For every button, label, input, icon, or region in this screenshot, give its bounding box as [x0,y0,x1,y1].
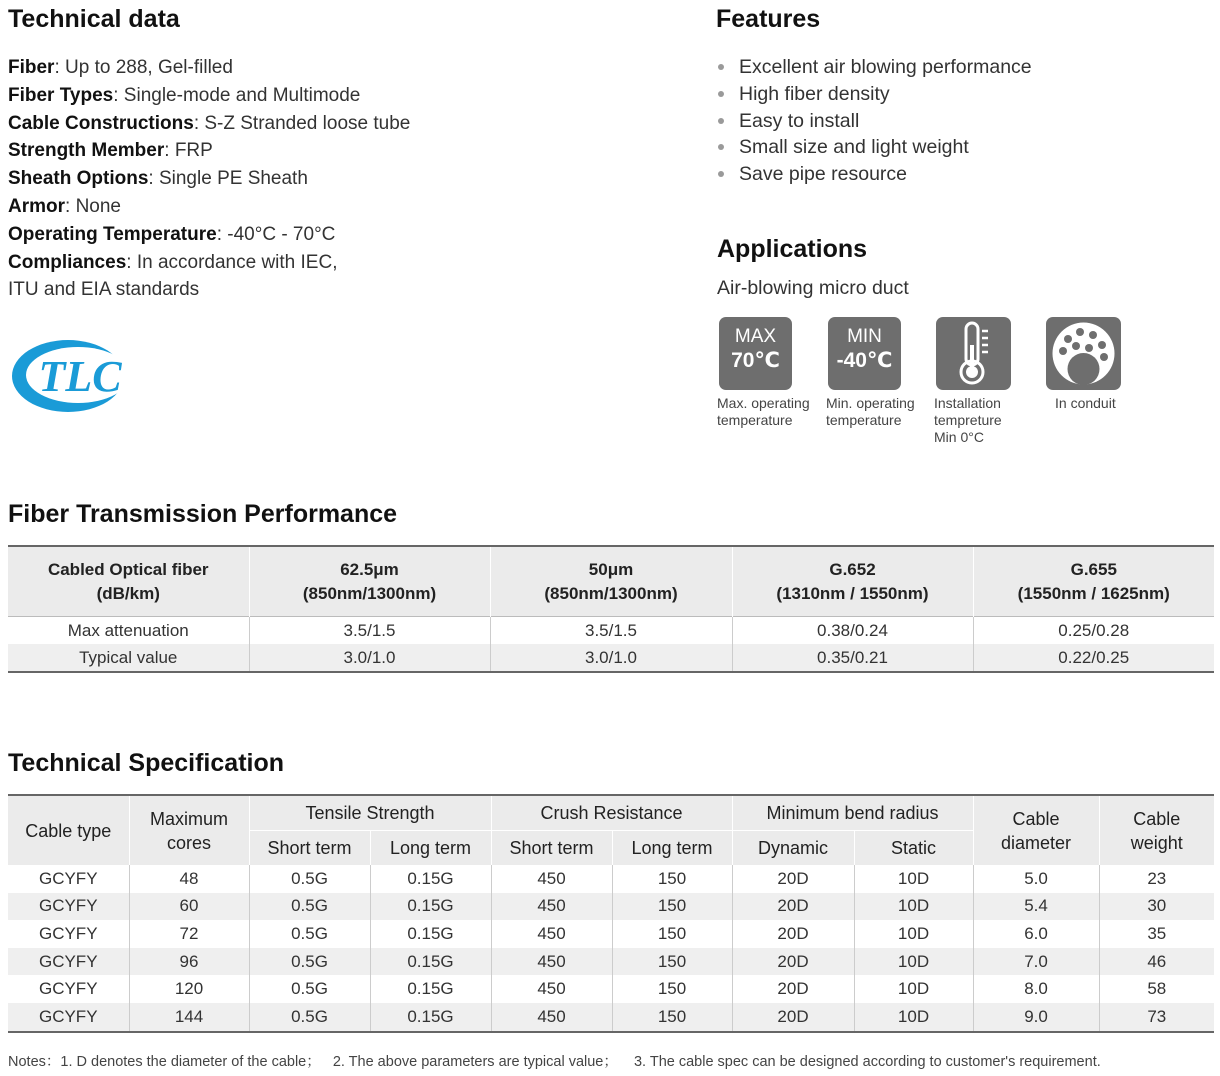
cell: 450 [491,893,612,921]
header-cell: 50μm (850nm/1300nm) [490,546,732,617]
cell: GCYFY [8,1003,129,1032]
tlc-logo [10,336,130,416]
conduit-caption: In conduit [1055,395,1116,411]
cell: 450 [491,865,612,893]
thermometer-icon [936,317,1011,390]
header-cell: G.652 (1310nm / 1550nm) [732,546,973,617]
table-row [8,1003,1214,1032]
cell: 10D [854,948,973,976]
thermometer-caption: Installation tempreture Min 0°C [934,395,1002,445]
cell: 0.15G [370,865,491,893]
tech-row-operating-temperature: Operating Temperature: -40°C - 70°C [8,223,336,245]
min-temperature-icon: MIN -40℃ [828,317,901,390]
header-cell: G.655 (1550nm / 1625nm) [973,546,1214,617]
features-title: Features [716,5,821,33]
feature-item: Easy to install [716,108,1032,135]
cell: 0.5G [249,920,370,948]
max-temperature-caption: Max. operating temperature [717,395,810,428]
cell: 73 [1099,1003,1214,1032]
header-cable-diameter: Cable diameter [973,795,1099,865]
cell: 0.15G [370,948,491,976]
cell: 7.0 [973,948,1099,976]
header-crush-resistance: Crush Resistance [491,795,732,831]
table-row [8,865,1214,893]
cell: 3.5/1.5 [249,617,490,645]
cell: 0.35/0.21 [732,644,973,672]
header-short-term: Short term [491,831,612,866]
header-cable-type: Cable type [8,795,129,865]
max-temperature-icon: MAX 70℃ [719,317,792,390]
tech-row-armor: Armor: None [8,195,121,217]
cell: 150 [612,865,732,893]
cell: 150 [612,920,732,948]
applications-title: Applications [717,235,868,263]
feature-item: Small size and light weight [716,134,1032,161]
tech-row-cable-constructions: Cable Constructions: S-Z Stranded loose tube [8,112,411,134]
cell: 48 [129,865,249,893]
cell: GCYFY [8,865,129,893]
cell: 72 [129,920,249,948]
cell: 0.15G [370,975,491,1003]
cell: Typical value [8,644,249,672]
feature-item: Save pipe resource [716,161,1032,188]
cell: 5.0 [973,865,1099,893]
cell: 58 [1147,979,1167,999]
cell: 3.5/1.5 [490,617,732,645]
cell: 0.5G [249,865,370,893]
cell: 150 [612,1003,732,1032]
cell: 150 [612,893,732,921]
table-row [8,893,1214,921]
cell: 3.0/1.0 [490,644,732,672]
header-min-bend-radius: Minimum bend radius [732,795,973,831]
cell: 5.4 [973,893,1099,921]
header-long-term: Long term [370,831,491,866]
cell: 0.15G [370,893,491,921]
cell: 0.5G [249,975,370,1003]
technical-data-title: Technical data [8,5,180,33]
cell: 0.5G [249,1003,370,1032]
tech-row-fiber: Fiber: Up to 288, Gel-filled [8,57,233,78]
cell: 0.5G [249,948,370,976]
tech-row-compliances: Compliances: In accordance with IEC, [8,251,338,273]
cell: 23 [1147,868,1167,888]
cell: 120 [129,975,249,1003]
header-static: Static [854,831,973,866]
table-row [8,948,1214,976]
feature-item: High fiber density [716,81,1032,108]
cell: 20D [732,1003,854,1032]
header-cell: Cabled Optical fiber (dB/km) [8,546,249,617]
cell: GCYFY [8,920,129,948]
cell: 46 [1099,948,1214,976]
cell: GCYFY [8,893,129,921]
cell: 20D [732,920,854,948]
cell: 20D [732,975,854,1003]
cell: GCYFY [8,975,129,1003]
cell: 9.0 [973,1003,1099,1032]
header-dynamic: Dynamic [732,831,854,866]
performance-title: Fiber Transmission Performance [8,500,398,528]
table-row [8,644,1214,672]
features-list [716,54,1032,188]
cell: 96 [129,948,249,976]
table-row [8,617,1214,645]
cell: 0.15G [370,1003,491,1032]
cell: 10D [854,920,973,948]
cell: 0.15G [370,920,491,948]
specification-title: Technical Specification [8,749,285,777]
cell: 35 [1147,923,1167,943]
logo-text: TLC [38,352,122,401]
cell: GCYFY [8,948,129,976]
header-cell: 62.5μm (850nm/1300nm) [249,546,490,617]
cell: 20D [732,893,854,921]
cell: 6.0 [973,920,1099,948]
tech-row-sheath-options: Sheath Options: Single PE Sheath [8,168,308,190]
tech-row-strength-member: Strength Member: FRP [8,140,213,162]
cell: 10D [854,893,973,921]
applications-text: Air-blowing micro duct [717,277,909,299]
cell: 450 [491,975,612,1003]
cell: 450 [491,1003,612,1032]
table-header-row [8,795,1214,831]
cell: 10D [854,1003,973,1032]
cell: 150 [612,975,732,1003]
cell: Max attenuation [8,617,249,645]
feature-item: Excellent air blowing performance [716,54,1032,81]
performance-table [8,545,1214,673]
table-header-row [8,546,1214,617]
cell: 10D [854,975,973,1003]
conduit-icon [1046,317,1121,390]
table-row [8,920,1214,948]
cell: 144 [129,1003,249,1032]
table-row [8,975,1214,1003]
cell: 150 [612,948,732,976]
cell: 30 [1099,893,1214,921]
cell: 8.0 [973,975,1099,1003]
specification-table [8,794,1214,1033]
cell: 0.5G [249,893,370,921]
header-tensile-strength: Tensile Strength [249,795,491,831]
header-short-term: Short term [249,831,370,866]
header-cable-weight: Cable weight [1099,795,1214,865]
cell: 60 [129,893,249,921]
cell: 450 [491,920,612,948]
min-temperature-caption: Min. operating temperature [826,395,915,428]
cell: 3.0/1.0 [249,644,490,672]
cell: 0.22/0.25 [973,644,1214,672]
cell: 10D [854,865,973,893]
cell: 20D [732,948,854,976]
header-long-term: Long term [612,831,732,866]
notes: Notes：1. D denotes the diameter of the cable； 2. The above parameters are typical value； 3. The cable spec can be designed according to customer's requirement. [8,1054,1101,1070]
cell: 0.25/0.28 [973,617,1214,645]
tech-row-fiber-types: Fiber Types: Single-mode and Multimode [8,84,361,106]
cell: 20D [732,865,854,893]
cell: 450 [491,948,612,976]
header-max-cores: Maximum cores [129,795,249,865]
technical-data-list [8,54,468,304]
cell: 0.38/0.24 [732,617,973,645]
tech-row-compliances-continued: ITU and EIA standards [8,279,200,301]
